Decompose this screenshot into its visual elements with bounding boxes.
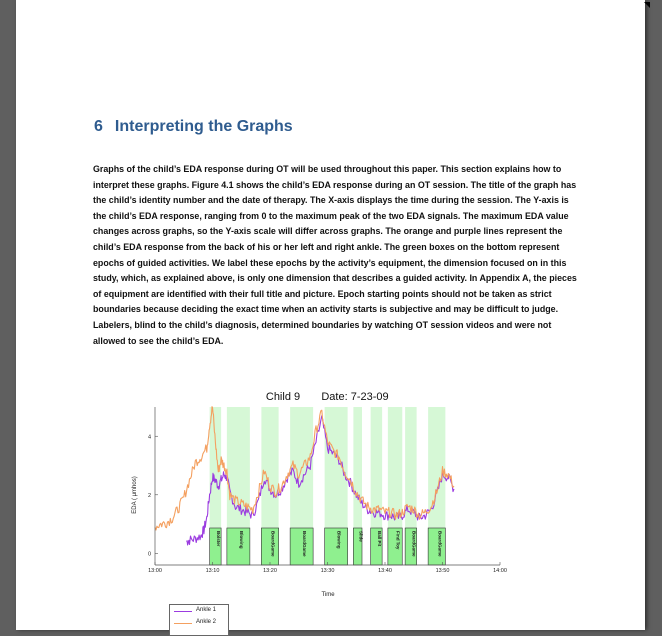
epoch-label-box xyxy=(290,528,313,565)
chart-legend xyxy=(169,604,229,636)
y-tick-label: 2 xyxy=(147,492,151,499)
epoch-label: Ball Pit xyxy=(376,531,382,547)
x-tick-label: 13:00 xyxy=(148,568,162,574)
appendix-reference: Appendix A xyxy=(479,273,529,284)
x-tick-label: 13:10 xyxy=(205,568,220,574)
document-page xyxy=(16,0,645,630)
x-tick-label: 13:30 xyxy=(320,568,335,574)
epoch-label: BoardGame xyxy=(437,531,443,557)
eda-chart xyxy=(110,385,540,630)
epoch-label: BoardGame xyxy=(270,531,276,557)
y-axis-label: EDA ( μmhos) xyxy=(132,476,138,514)
epoch-label: Find Toy xyxy=(395,531,401,550)
legend-swatch-ankle-2 xyxy=(174,623,192,624)
x-tick-label: 14:00 xyxy=(493,568,507,574)
legend-item xyxy=(170,605,228,617)
paragraph-text: Graphs of the child’s EDA response during OT will be used throughout this paper. This section explains how to interpret these graphs. xyxy=(93,164,562,190)
paragraph xyxy=(93,162,578,349)
figure-reference: Figure 4.1 xyxy=(191,179,234,190)
epoch-layer xyxy=(210,407,446,565)
legend-label: Ankle 1 xyxy=(196,607,217,613)
epoch-label: Bolster xyxy=(215,531,221,547)
page-corner-marker xyxy=(644,2,650,8)
paragraph-text: , the pieces of equipment are identified with their full title and picture. Epoch starting points should not be taken as strict boundaries because deciding the exact time when an activity starts is subjective and may be difficult to judge. Labelers, blind to the child’s diagnosis, determined boundaries by watching OT session videos and were not allowed to see the child’s EDA. xyxy=(93,273,577,346)
x-tick-label: 13:40 xyxy=(378,568,392,574)
x-tick-label: 13:20 xyxy=(263,568,277,574)
x-axis-label: Time xyxy=(321,592,335,598)
y-tick-label: 0 xyxy=(147,551,151,558)
chart-title-date: Date: 7-23-09 xyxy=(321,391,389,403)
epoch-label: BoardGame xyxy=(411,531,417,557)
section-number: 6 xyxy=(94,118,103,135)
body-paragraph xyxy=(93,162,578,349)
epoch-label: BoardGame xyxy=(302,531,308,557)
epoch-label-box xyxy=(325,528,348,565)
legend-item xyxy=(170,617,228,629)
section-title: Interpreting the Graphs xyxy=(114,118,293,135)
paragraph-text: shows the child’s EDA response during an OT session. The title of the graph has the child’s identity number and the date of therapy. The X-axis displays the time during the session. The Y-axis is the child’s EDA response, ranging from 0 to the maximum peak of the two EDA signals. The maximum EDA value changes across graphs, so the Y-axis scale will differ across graphs. The orange and purple lines represent the child’s EDA response from the back of his or her left and right ankle. The green boxes on the bottom represent epochs of guided activities. We label these epochs by the activity’s equipment, the dimension focused on in this study, which, as explained above, is only one dimension that describes a guided activity. In xyxy=(93,179,577,284)
section-heading xyxy=(94,118,293,136)
y-tick-label: 4 xyxy=(147,434,151,441)
chart-title-child: Child 9 xyxy=(265,391,301,403)
epoch-label: Blowing xyxy=(336,531,342,549)
epoch-label-box xyxy=(227,528,250,565)
legend-swatch-ankle-1 xyxy=(174,611,192,612)
epoch-label: Slide xyxy=(358,531,364,542)
epoch-label: Blowing xyxy=(238,531,244,549)
legend-label: Ankle 2 xyxy=(196,619,217,625)
x-tick-label: 13:50 xyxy=(435,568,450,574)
